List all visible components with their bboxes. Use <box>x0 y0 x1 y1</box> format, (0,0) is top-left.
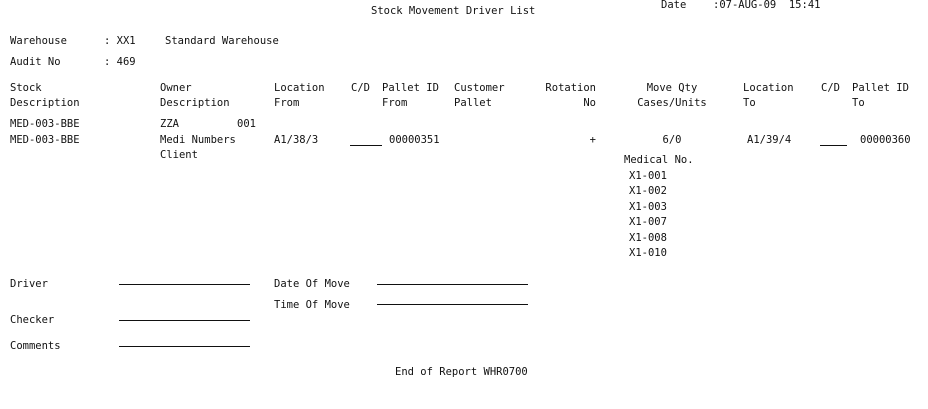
medical-no-label: Medical No. <box>624 154 694 166</box>
end-of-report: End of Report WHR0700 <box>395 366 528 378</box>
header-pallet-from: Pallet ID <box>382 82 439 94</box>
date-label: Date <box>661 0 687 11</box>
header-cd-to: C/D <box>821 82 840 94</box>
checker-signature-line <box>119 320 250 321</box>
audit-value: : 469 <box>104 56 136 68</box>
header-location-from: Location <box>274 82 325 94</box>
warehouse-name: Standard Warehouse <box>165 35 279 47</box>
date-of-move-line <box>377 284 528 285</box>
time-of-move-label: Time Of Move <box>274 299 350 311</box>
header-cd-from: C/D <box>351 82 370 94</box>
medical-no-item: X1-002 <box>629 185 667 197</box>
warehouse-code: : XX1 <box>104 35 136 47</box>
header-move-qty: Move Qty <box>646 82 698 94</box>
comments-line <box>119 346 250 347</box>
header-pallet-to-2: To <box>852 97 865 109</box>
checker-label: Checker <box>10 314 55 326</box>
time-of-move-line <box>377 304 528 305</box>
header-stock: Stock <box>10 82 42 94</box>
driver-signature-line <box>119 284 250 285</box>
header-cases-units: Cases/Units <box>637 97 707 109</box>
cd-to-blank <box>820 145 847 146</box>
header-pallet-to: Pallet ID <box>852 82 909 94</box>
location-to: A1/39/4 <box>747 134 792 146</box>
driver-label: Driver <box>10 278 48 290</box>
date-value: :07-AUG-09 15:41 <box>713 0 821 11</box>
medical-no-item: X1-001 <box>629 170 667 182</box>
warehouse-label: Warehouse <box>10 35 67 47</box>
stock-description: MED-003-BBE <box>10 134 80 146</box>
cd-from-blank <box>350 145 382 146</box>
owner-code: ZZA <box>160 118 179 130</box>
owner-number: 001 <box>237 118 256 130</box>
header-owner-description: Description <box>160 97 230 109</box>
header-customer: Customer <box>454 82 505 94</box>
location-from: A1/38/3 <box>274 134 319 146</box>
pallet-to: 00000360 <box>860 134 911 146</box>
report-title: Stock Movement Driver List <box>371 5 536 17</box>
medical-no-item: X1-010 <box>629 247 667 259</box>
rotation-value: + <box>589 134 596 146</box>
header-pallet-from-2: From <box>382 97 408 109</box>
header-stock-description: Description <box>10 97 80 109</box>
medical-no-item: X1-003 <box>629 201 667 213</box>
owner-description-2: Client <box>160 149 198 161</box>
header-location-from-2: From <box>274 97 300 109</box>
medical-no-item: X1-008 <box>629 232 667 244</box>
header-owner: Owner <box>160 82 192 94</box>
medical-no-item: X1-007 <box>629 216 667 228</box>
move-qty: 6/0 <box>662 134 682 146</box>
audit-label: Audit No <box>10 56 61 68</box>
date-of-move-label: Date Of Move <box>274 278 350 290</box>
owner-description: Medi Numbers <box>160 134 236 146</box>
header-rotation: Rotation <box>545 82 596 94</box>
header-customer-pallet: Pallet <box>454 97 492 109</box>
header-rotation-no: No <box>583 97 596 109</box>
stock-code: MED-003-BBE <box>10 118 80 130</box>
pallet-from: 00000351 <box>389 134 440 146</box>
header-location-to-2: To <box>743 97 756 109</box>
comments-label: Comments <box>10 340 61 352</box>
header-location-to: Location <box>743 82 794 94</box>
